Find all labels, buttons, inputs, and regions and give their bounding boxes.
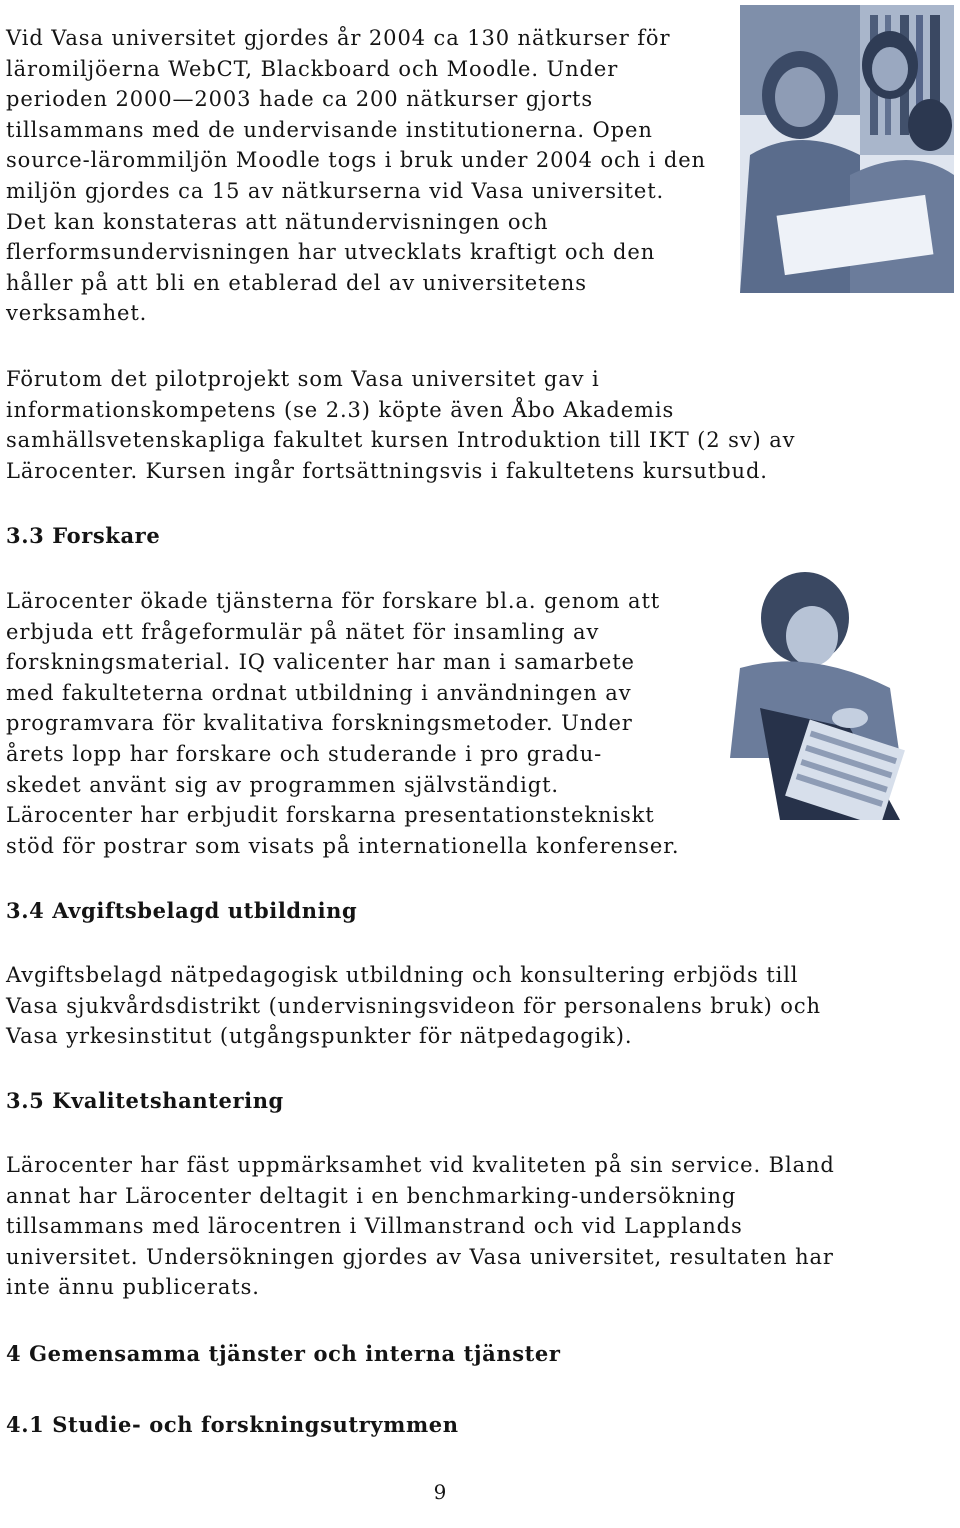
paragraph-quality <box>6 1150 835 1303</box>
text-line: inte ännu publicerats. <box>6 1275 260 1300</box>
text-line: perioden 2000—2003 hade ca 200 nätkurser gjorts <box>6 87 594 112</box>
paragraph-netcourses <box>6 23 706 329</box>
text-line: Vid Vasa universitet gjordes år 2004 ca 130 nätkurser för <box>6 26 671 50</box>
text-line: universitet. Undersökningen gjordes av Vasa universitet, resultaten har <box>6 1244 834 1269</box>
heading-4: 4 Gemensamma tjänster och interna tjänster <box>6 1341 561 1366</box>
paragraph-researchers <box>6 586 679 861</box>
text-line: tillsammans med lärocentren i Villmanstrand och vid Lapplands <box>6 1214 743 1239</box>
text-line: årets lopp har forskare och studerande i pro gradu- <box>6 741 603 766</box>
text-line: läromiljöerna WebCT, Blackboard och Moodle. Under <box>6 56 619 81</box>
text-line: Förutom det pilotprojekt som Vasa universitet gav i <box>6 367 600 391</box>
text-line: Lärocenter har fäst uppmärksamhet vid kvaliteten på sin service. Bland <box>6 1153 835 1177</box>
heading-3-3: 3.3 Forskare <box>6 523 161 548</box>
page-number: 9 <box>433 1480 447 1504</box>
text-line: stöd för postrar som visats på internationella konferenser. <box>6 833 680 858</box>
heading-3-4: 3.4 Avgiftsbelagd utbildning <box>6 898 358 923</box>
text-line: annat har Lärocenter deltagit i en benchmarking-undersökning <box>6 1183 737 1208</box>
text-line: forskningsmaterial. IQ valicenter har man i samarbete <box>6 650 635 675</box>
text-line: Vasa yrkesinstitut (utgångspunkter för nätpedagogik). <box>6 1024 633 1049</box>
text-line: verksamhet. <box>6 301 148 326</box>
text-line: informationskompetens (se 2.3) köpte även Åbo Akademis <box>6 397 675 422</box>
text-line: miljön gjordes ca 15 av nätkurserna vid Vasa universitet. <box>6 178 665 203</box>
text-line: skedet använt sig av programmen självständigt. <box>6 772 559 797</box>
text-line: Det kan konstateras att nätundervisningen och <box>6 209 549 234</box>
text-line: Lärocenter ökade tjänsterna för forskare bl.a. genom att <box>6 589 661 613</box>
paragraph-pilot-project <box>6 364 795 486</box>
students-photo <box>740 5 954 293</box>
heading-4-1: 4.1 Studie- och forskningsutrymmen <box>6 1412 459 1437</box>
text-line: tillsammans med de undervisande institutionerna. Open <box>6 117 653 142</box>
text-line: flerformsundervisningen har utvecklats kraftigt och den <box>6 240 656 265</box>
text-line: Lärocenter. Kursen ingår fortsättningsvis i fakultetens kursutbud. <box>6 458 768 483</box>
text-line: samhällsvetenskapliga fakultet kursen Introduktion till IKT (2 sv) av <box>6 428 796 453</box>
heading-3-5: 3.5 Kvalitetshantering <box>6 1088 284 1113</box>
text-line: Vasa sjukvårdsdistrikt (undervisningsvideon för personalens bruk) och <box>6 993 821 1018</box>
text-line: source-lärommiljön Moodle togs i bruk under 2004 och i den <box>6 148 706 173</box>
researcher-photo <box>700 558 918 820</box>
text-line: håller på att bli en etablerad del av universitetens <box>6 270 587 295</box>
text-line: erbjuda ett frågeformulär på nätet för insamling av <box>6 619 600 644</box>
text-line: Avgiftsbelagd nätpedagogisk utbildning och konsultering erbjöds till <box>6 963 799 987</box>
text-line: programvara för kvalitativa forskningsmetoder. Under <box>6 711 633 736</box>
text-line: Lärocenter har erbjudit forskarna presentationstekniskt <box>6 803 655 828</box>
text-line: med fakulteterna ordnat utbildning i användningen av <box>6 680 632 705</box>
paragraph-paid-education <box>6 960 821 1052</box>
